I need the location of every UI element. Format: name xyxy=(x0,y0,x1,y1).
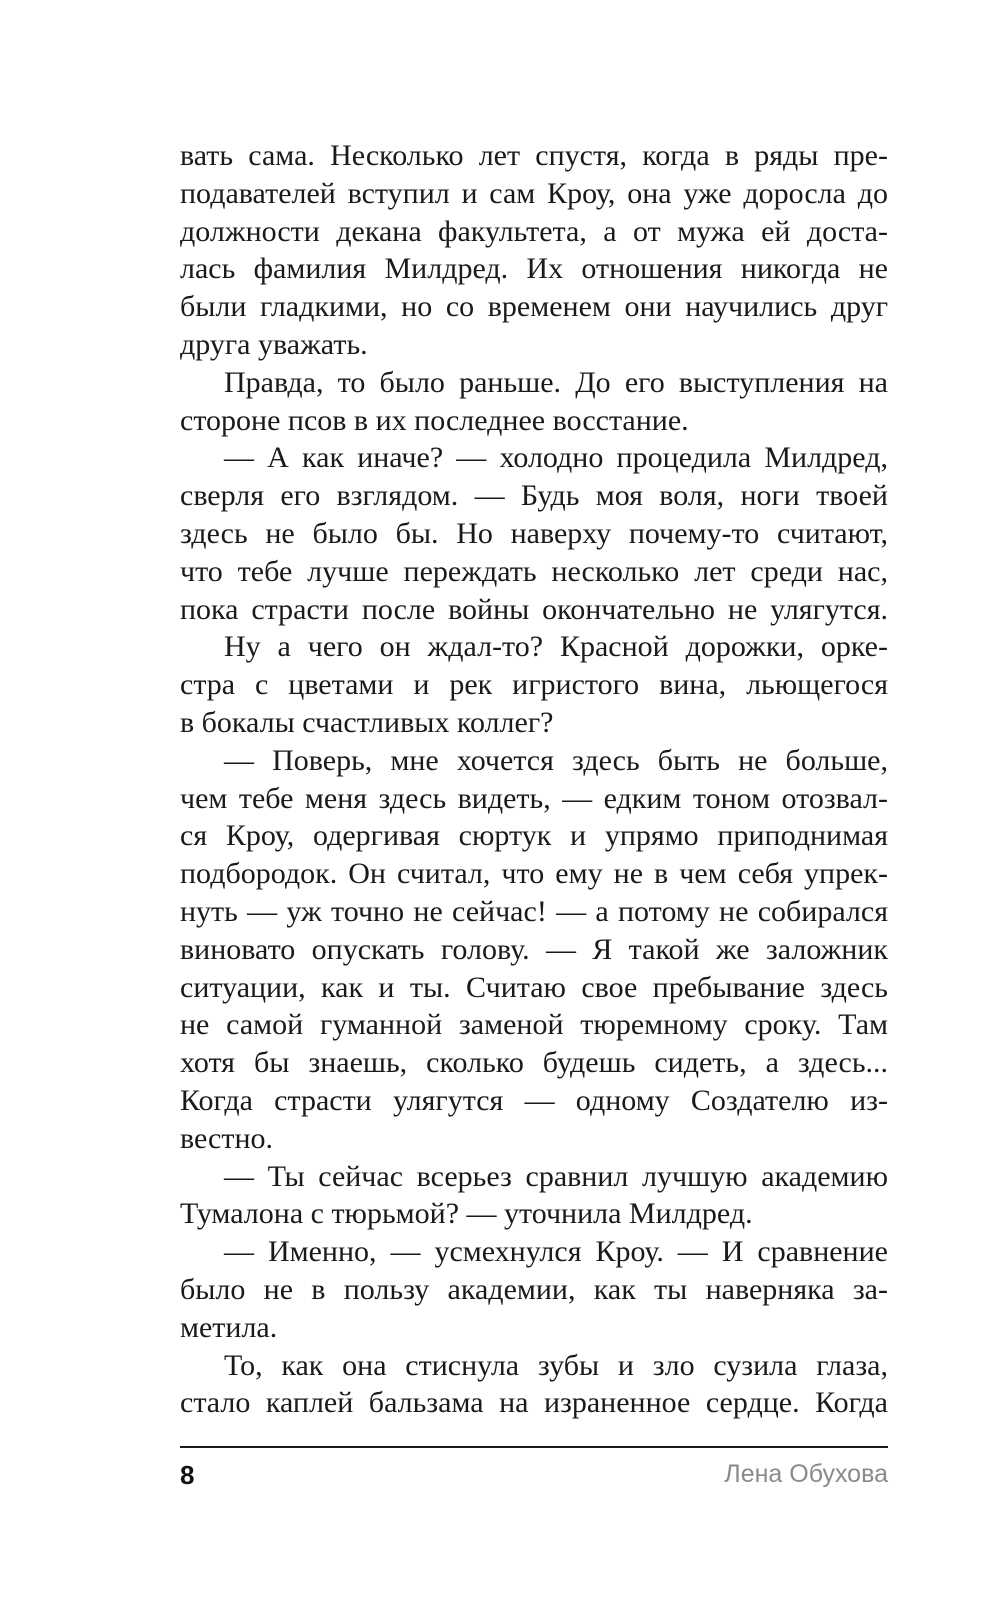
text-line: чем тебе меня здесь видеть, — едким тоном отозвал- xyxy=(180,781,888,815)
text-line: было не в пользу академии, как ты наверняка за- xyxy=(180,1272,888,1306)
page-number: 8 xyxy=(180,1460,195,1490)
text-line: нуть — уж точно не сейчас! — а потому не собирался xyxy=(180,894,888,928)
text-line: не самой гуманной заменой тюремному сроку. Там xyxy=(180,1008,888,1042)
text-line: Ну а чего он ждал-то? Красной дорожки, орке- xyxy=(224,630,888,664)
text-line: подбородок. Он считал, что ему не в чем себя упрек- xyxy=(180,857,888,891)
text-line: хотя бы знаешь, сколько будешь сидеть, а здесь... xyxy=(180,1046,888,1080)
text-line: Когда страсти улягутся — одному Создателю из- xyxy=(180,1083,888,1117)
text-line: ся Кроу, одергивая сюртук и упрямо приподнимая xyxy=(180,819,888,853)
text-line: в бокалы счастливых коллег? xyxy=(180,705,554,739)
body-text xyxy=(180,137,888,1422)
text-line: пока страсти после войны окончательно не улягутся. xyxy=(180,592,888,626)
text-line: стра с цветами и рек игристого вина, льющегося xyxy=(180,668,888,702)
text-line: стороне псов в их последнее восстание. xyxy=(180,403,689,437)
text-line: — А как иначе? — холодно процедила Милдред, xyxy=(224,441,888,475)
text-line: сверля его взглядом. — Будь моя воля, ноги твоей xyxy=(180,479,888,513)
text-line: — Поверь, мне хочется здесь быть не больше, xyxy=(224,743,888,777)
text-line: — Именно, — усмехнулся Кроу. — И сравнение xyxy=(224,1235,888,1269)
text-line: лась фамилия Милдред. Их отношения никогда не xyxy=(180,252,888,286)
text-line: метила. xyxy=(180,1310,278,1344)
text-line: — Ты сейчас всерьез сравнил лучшую академию xyxy=(224,1159,888,1193)
text-line: стало каплей бальзама на израненное сердце. Когда xyxy=(180,1386,888,1420)
text-line: Тумалона с тюрьмой? — уточнила Милдред. xyxy=(180,1197,753,1231)
text-line: ситуации, как и ты. Считаю свое пребывание здесь xyxy=(180,970,888,1004)
text-line: вать сама. Несколько лет спустя, когда в ряды пре- xyxy=(180,139,888,172)
text-line: То, как она стиснула зубы и зло сузила глаза, xyxy=(224,1348,888,1382)
text-line: должности декана факультета, а от мужа ей доста- xyxy=(180,214,888,248)
text-line: что тебе лучше переждать несколько лет среди нас, xyxy=(180,554,888,588)
author-name: Лена Обухова xyxy=(724,1460,888,1488)
text-line: вестно. xyxy=(180,1121,274,1155)
text-line: виновато опускать голову. — Я такой же заложник xyxy=(180,932,888,966)
text-line: подавателей вступил и сам Кроу, она уже доросла до xyxy=(180,176,888,210)
text-line: были гладкими, но со временем они научились друг xyxy=(180,290,888,324)
text-line: друга уважать. xyxy=(180,327,368,361)
footer-rule xyxy=(180,1446,888,1448)
text-line: Правда, то было раньше. До его выступления на xyxy=(224,365,888,399)
text-line: здесь не было бы. Но наверху почему-то считают, xyxy=(180,516,888,550)
